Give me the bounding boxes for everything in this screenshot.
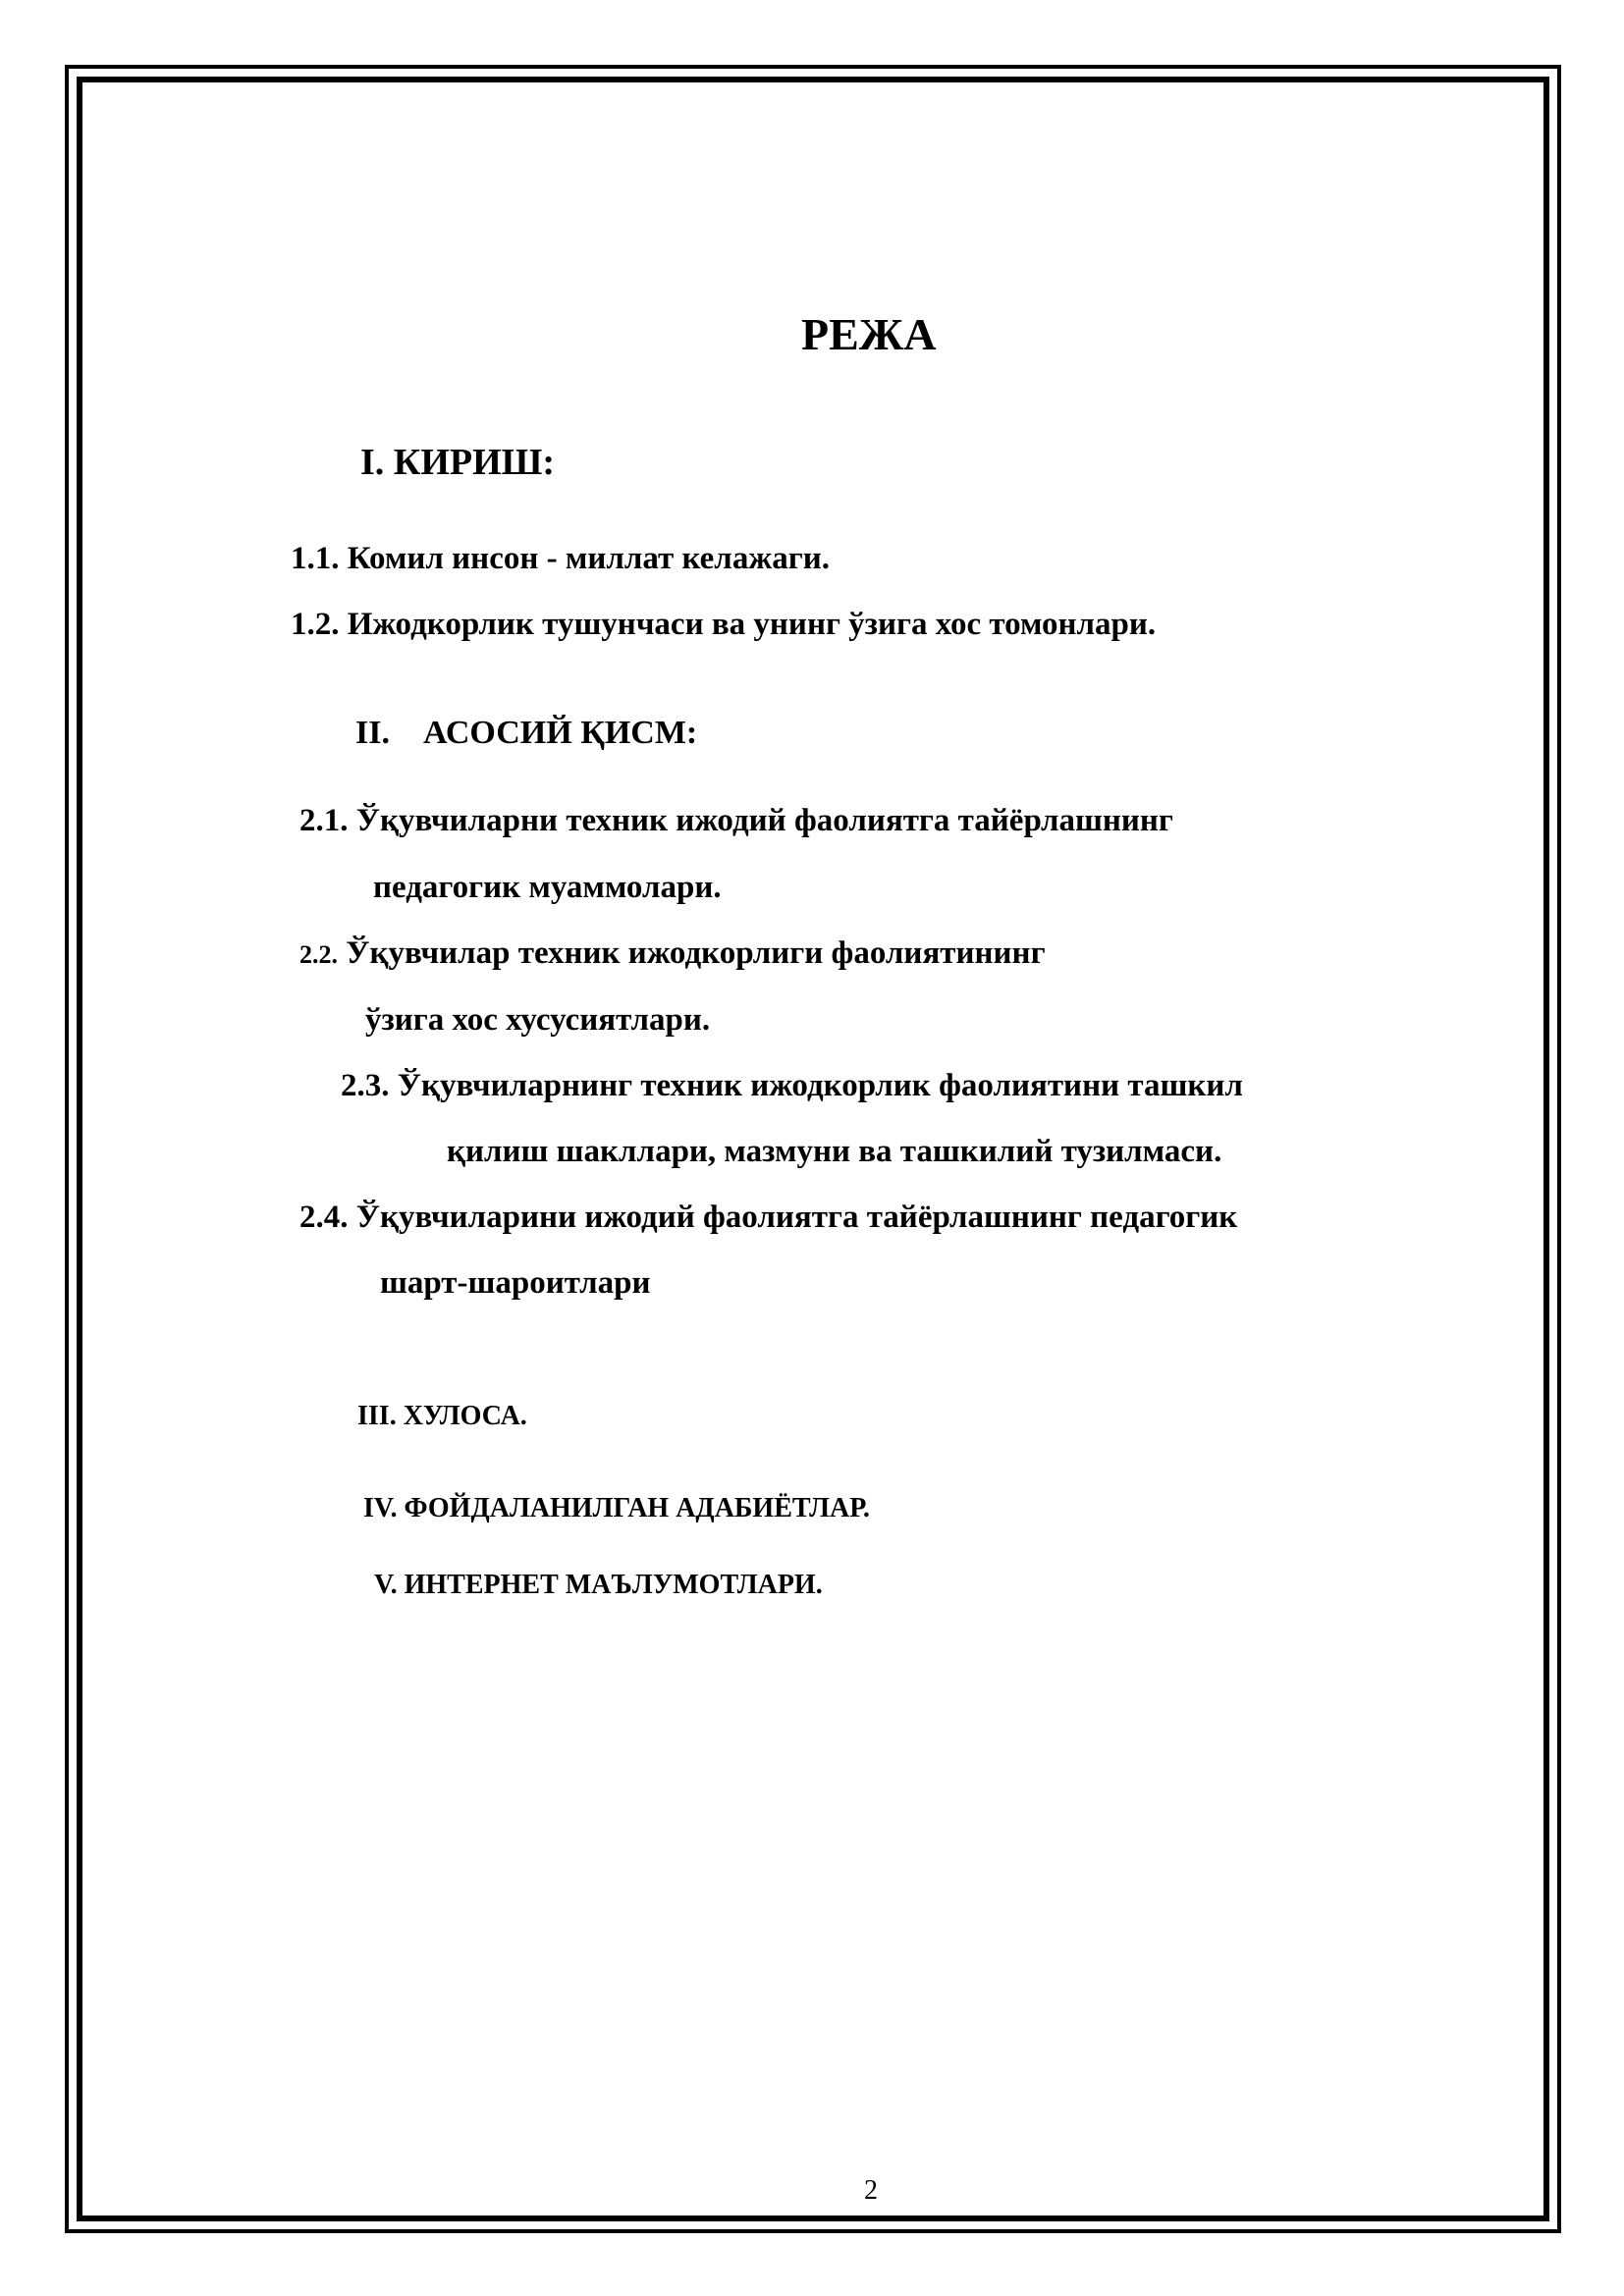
page-number: 2 xyxy=(864,2175,878,2206)
section-heading-references: IV. ФОЙДАЛАНИЛГАН АДАБИЁТЛАР. xyxy=(363,1493,870,1523)
section-heading-conclusion: III. ХУЛОСА. xyxy=(357,1401,527,1431)
section-heading-introduction: I. КИРИШ: xyxy=(360,442,556,483)
item-text: Ўқувчилар техник ижодкорлиги фаолиятининг xyxy=(346,935,1046,971)
section-heading-internet-sources: V. ИНТЕРНЕТ МАЪЛУМОТЛАРИ. xyxy=(374,1570,823,1600)
outline-item-2-4-line-2: шарт-шароитлари xyxy=(380,1265,651,1301)
section-label: АСОСИЙ ҚИСМ: xyxy=(422,715,698,751)
outline-item-2-3-line-2: қилиш шакллари, мазмуни ва ташкилий тузилмаси. xyxy=(447,1134,1222,1169)
document-title: РЕЖА xyxy=(801,309,937,359)
outline-item-2-2-line-1 xyxy=(299,937,1046,970)
outline-item-2-1-line-2: педагогик муаммолари. xyxy=(373,870,722,905)
outline-item-2-3-line-1: 2.3. Ўқувчиларнинг техник ижодкорлик фаолиятини ташкил xyxy=(341,1068,1243,1103)
outline-item-2-2-line-2: ўзига хос хусусиятлари. xyxy=(365,1002,711,1038)
section-heading-main-part xyxy=(355,717,697,750)
item-number: 2.2. xyxy=(299,940,338,969)
outline-item-1-2: 1.2. Ижодкорлик тушунчаси ва унинг ўзига хос томонлари. xyxy=(291,607,1157,642)
section-number: II. xyxy=(355,715,390,751)
outline-item-1-1: 1.1. Комил инсон - миллат келажаги. xyxy=(291,541,830,576)
outline-item-2-1-line-1: 2.1. Ўқувчиларни техник ижодий фаолиятга тайёрлашнинг xyxy=(299,803,1173,838)
outline-item-2-4-line-1: 2.4. Ўқувчиларини ижодий фаолиятга тайёрлашнинг педагогик xyxy=(299,1200,1238,1235)
